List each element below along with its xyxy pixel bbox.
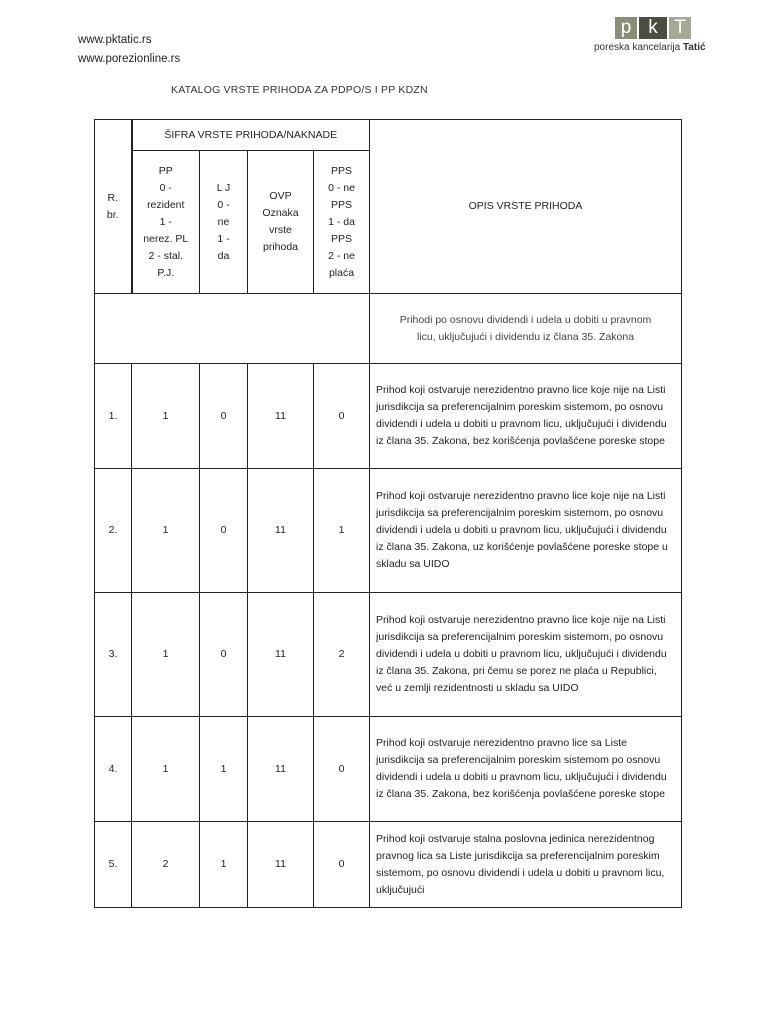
cell-opis: Prihod koji ostvaruje stalna poslovna jedinica nerezidentnog pravnog lica sa Liste jurisdikcija sa preferencijalnim poreskim sistemom, po osnovu dividendi i udela u dobiti u pravnom licu, uključujući xyxy=(370,822,682,908)
cell-ovp: 11 xyxy=(248,822,314,908)
cell-rbr: 5. xyxy=(95,822,132,908)
logo-text xyxy=(594,42,724,53)
logo-text-prefix: poreska kancelarija xyxy=(594,42,683,53)
cell-lj: 0 xyxy=(200,593,248,717)
cell-rbr: 1. xyxy=(95,364,132,469)
cell-rbr: 2. xyxy=(95,469,132,593)
cell-pp: 1 xyxy=(132,717,200,822)
logo-letter-p: p xyxy=(615,17,637,39)
header-pps: PPS 0 - ne PPS 1 - da PPS 2 - ne plaća xyxy=(314,151,370,294)
header-links xyxy=(78,31,180,69)
cell-opis: Prihod koji ostvaruje nerezidentno pravno lice sa Liste jurisdikcija sa preferencijalnim poreskim sistemom po osnovu dividendi i udela u dobiti u pravnom licu, uključujući i dividendu iz člana 35. Zakona, bez korišćenja povlašćene poreske stope xyxy=(370,717,682,822)
cell-pps: 0 xyxy=(314,717,370,822)
header-lj: L J 0 - ne 1 - da xyxy=(200,151,248,294)
cell-pps: 0 xyxy=(314,364,370,469)
logo-text-bold: Tatić xyxy=(682,42,706,53)
cell-lj: 0 xyxy=(200,469,248,593)
cell-pp: 1 xyxy=(132,364,200,469)
cell-lj: 0 xyxy=(200,364,248,469)
logo-mark xyxy=(615,17,724,39)
cell-lj: 1 xyxy=(200,822,248,908)
logo-letter-t: T xyxy=(669,17,691,39)
website-link-porezionline[interactable]: www.porezionline.rs xyxy=(78,53,181,65)
website-link-pktatic[interactable]: www.pktatic.rs xyxy=(78,34,152,46)
cell-pp: 1 xyxy=(132,593,200,717)
document-title: KATALOG VRSTE PRIHODA ZA PDPO/S I PP KDZN xyxy=(171,84,428,96)
header-rbr: R. br. xyxy=(95,120,132,294)
cell-pps: 2 xyxy=(314,593,370,717)
table-row xyxy=(95,469,682,593)
cell-ovp: 11 xyxy=(248,593,314,717)
cell-opis: Prihod koji ostvaruje nerezidentno pravno lice koje nije na Listi jurisdikcija sa preferencijalnim poreskim sistemom, po osnovu dividendi i udela u dobiti u pravnom licu, uključujući i dividendu iz člana 35. Zakona, uz korišćenje povlašćene poreske stope u skladu sa UIDO xyxy=(370,469,682,593)
income-type-table xyxy=(94,119,682,908)
table-row xyxy=(95,822,682,908)
header-row-1 xyxy=(95,120,682,151)
cell-pps: 0 xyxy=(314,822,370,908)
cell-opis: Prihod koji ostvaruje nerezidentno pravno lice koje nije na Listi jurisdikcija sa preferencijalnim poreskim sistemom, po osnovu dividendi i udela u dobiti u pravnom licu, uključujući i dividendu iz člana 35. Zakona, bez korišćenja povlašćene poreske stope xyxy=(370,364,682,469)
table-body xyxy=(95,364,682,908)
cell-rbr: 4. xyxy=(95,717,132,822)
cell-pps: 1 xyxy=(314,469,370,593)
header-code-group: ŠIFRA VRSTE PRIHODA/NAKNADE xyxy=(132,120,370,151)
cell-lj: 1 xyxy=(200,717,248,822)
table-row xyxy=(95,717,682,822)
cell-ovp: 11 xyxy=(248,364,314,469)
table-row xyxy=(95,364,682,469)
cell-pp: 1 xyxy=(132,469,200,593)
group-row xyxy=(95,294,682,364)
header-ovp: OVP Oznaka vrste prihoda xyxy=(248,151,314,294)
cell-ovp: 11 xyxy=(248,717,314,822)
group-row-title: Prihodi po osnovu dividendi i udela u dobiti u pravnom licu, uključujući i dividendu iz člana 35. Zakona xyxy=(370,294,682,364)
group-row-spacer xyxy=(95,294,370,364)
header-opis: OPIS VRSTE PRIHODA xyxy=(370,120,682,294)
cell-rbr: 3. xyxy=(95,593,132,717)
header-pp: PP 0 - rezident 1 - nerez. PL 2 - stal. P.J. xyxy=(132,151,200,294)
cell-ovp: 11 xyxy=(248,469,314,593)
company-logo xyxy=(594,17,724,53)
logo-letter-k: k xyxy=(639,17,667,39)
cell-pp: 2 xyxy=(132,822,200,908)
cell-opis: Prihod koji ostvaruje nerezidentno pravno lice koje nije na Listi jurisdikcija sa preferencijalnim poreskim sistemom, po osnovu dividendi i udela u dobiti u pravnom licu, uključujući i dividendu iz člana 35. Zakona, pri čemu se porez ne plaća u Republici, već u zemlji rezidentnosti u skladu sa UIDO xyxy=(370,593,682,717)
table-row xyxy=(95,593,682,717)
